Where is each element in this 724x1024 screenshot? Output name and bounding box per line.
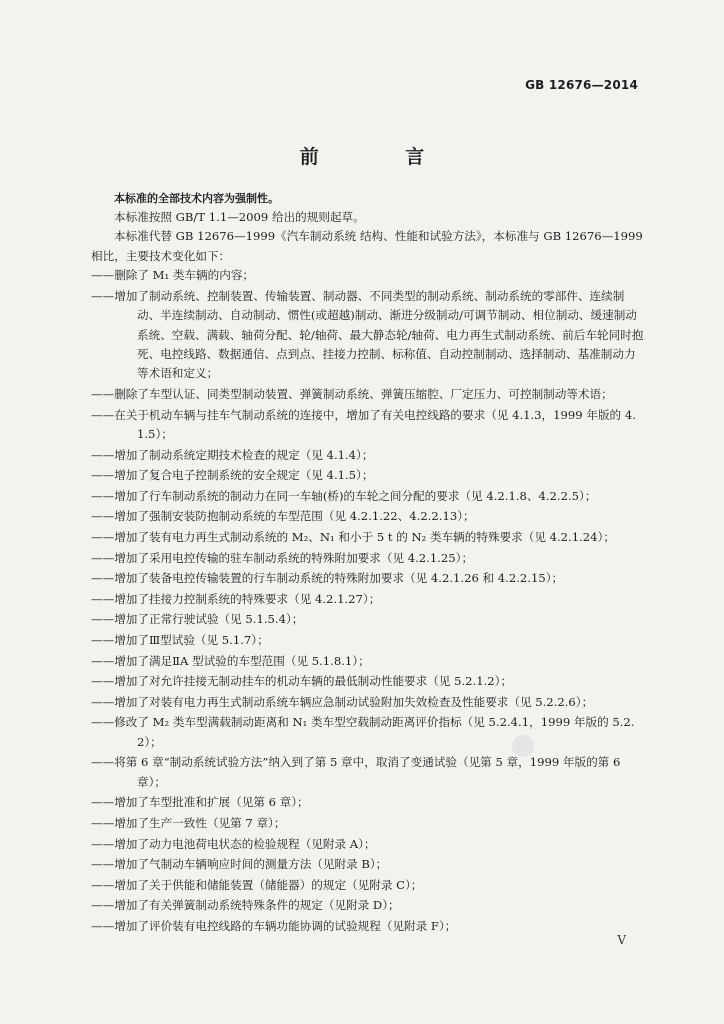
change-item: ——增加了装有电力再生式制动系统的 M₂、N₁ 和小于 5 t 的 N₂ 类车辆的特殊要求（见 4.2.1.24）； [91,530,615,544]
change-list [91,266,644,936]
document-body [91,189,647,938]
replacement-paragraph: 本标准代替 GB 12676—1999《汽车制动系统 结构、性能和试验方法》，本标准与 GB 12676—1999 相比，主要技术变化如下： [91,229,647,263]
page-number: V [617,933,626,947]
change-item: ——增加了对装有电力再生式制动系统车辆应急制动试验附加失效检查及性能要求（见 5.2.2.6）； [91,694,594,709]
change-item: ——增加了行车制动系统的制动力在同一车轴(桥)的车轮之间分配的要求（见 4.2.1.8、4.2.2.5）； [91,488,597,503]
change-item: ——增加了正常行驶试验（见 5.1.5.4）； [91,612,304,627]
mandatory-statement: 本标准的全部技术内容为强制性。 [114,192,279,205]
change-item: ——增加了评价装有电控线路的车辆功能协调的试验规程（见附录 F）； [91,918,457,933]
change-item: ——增加了动力电池荷电状态的检验规程（见附录 A）； [91,836,376,851]
change-item: ——增加了生产一致性（见第 7 章）； [91,815,286,830]
change-item: ——增加了Ⅲ型试验（见 5.1.7）； [91,632,269,647]
change-item: ——增加了有关弹簧制动系统特殊条件的规定（见附录 D）； [91,898,400,913]
standard-code: GB 12676—2014 [525,78,638,92]
change-item: ——增加了满足ⅡA 型试验的车型范围（见 5.1.8.1）； [91,653,370,668]
change-item: ——修改了 M₂ 类车型满载制动距离和 N₁ 类车型空载制动距离评价指标（见 5.2.4.1，1999 年版的 5.2.2）； [91,715,635,749]
change-item: ——将第 6 章“制动系统试验方法”纳入到了第 5 章中，取消了变通试验（见第 5 章，1999 年版的第 6 章）； [91,755,621,789]
scan-smudge [512,735,534,757]
page-title: 前 言 [299,146,465,168]
change-item: ——增加了强制安装防抱制动系统的车型范围（见 4.2.1.22、4.2.2.13）； [91,509,475,524]
change-item: ——增加了复合电子控制系统的安全规定（见 4.1.5）； [91,468,374,483]
change-item: ——增加了制动系统、控制装置、传输装置、制动器、不同类型的制动系统、制动系统的零部件、连续制动、半连续制动、自动制动、惯性(或超越)制动、渐进分级制动/可调节制动、相位制动、缓速制动系统、空载、满载、轴荷分配、轮/轴荷、最大静态轮/轴荷、电力再生式制动系统、前后车轮同时抱死、电控线路、数据通信、点到点、挂接力控制、标称值、自动控制制动、选择制动、基准制动力等术语和定义； [91,288,644,381]
change-item: ——增加了采用电控传输的驻车制动系统的特殊附加要求（见 4.2.1.25）； [91,550,474,565]
change-item: ——增加了车型批准和扩展（见第 6 章）； [91,795,309,810]
change-item: ——删除了车型认证、同类型制动装置、弹簧制动系统、弹簧压缩腔、厂定压力、可控制制动等术语； [91,387,613,402]
change-item: ——增加了装备电控传输装置的行车制动系统的特殊附加要求（见 4.2.1.26 和 4.2.2.15）； [91,571,564,586]
drafting-rule-paragraph: 本标准按照 GB/T 1.1—2009 给出的规则起草。 [114,210,365,224]
change-item: ——增加了对允许挂接无制动挂车的机动车辆的最低制动性能要求（见 5.2.1.2）； [91,674,513,689]
change-item: ——增加了关于供能和储能装置（储能器）的规定（见附录 C）； [91,877,423,892]
change-item: ——增加了气制动车辆响应时间的测量方法（见附录 B）； [91,857,388,872]
change-item: ——增加了挂接力控制系统的特殊要求（见 4.2.1.27）； [91,591,381,606]
change-item: ——删除了 M₁ 类车辆的内容； [91,268,255,283]
change-item: ——在关于机动车辆与挂车气制动系统的连接中，增加了有关电控线路的要求（见 4.1.3，1999 年版的 4.1.5）； [91,407,636,442]
change-item: ——增加了制动系统定期技术检查的规定（见 4.1.4）； [91,447,374,462]
